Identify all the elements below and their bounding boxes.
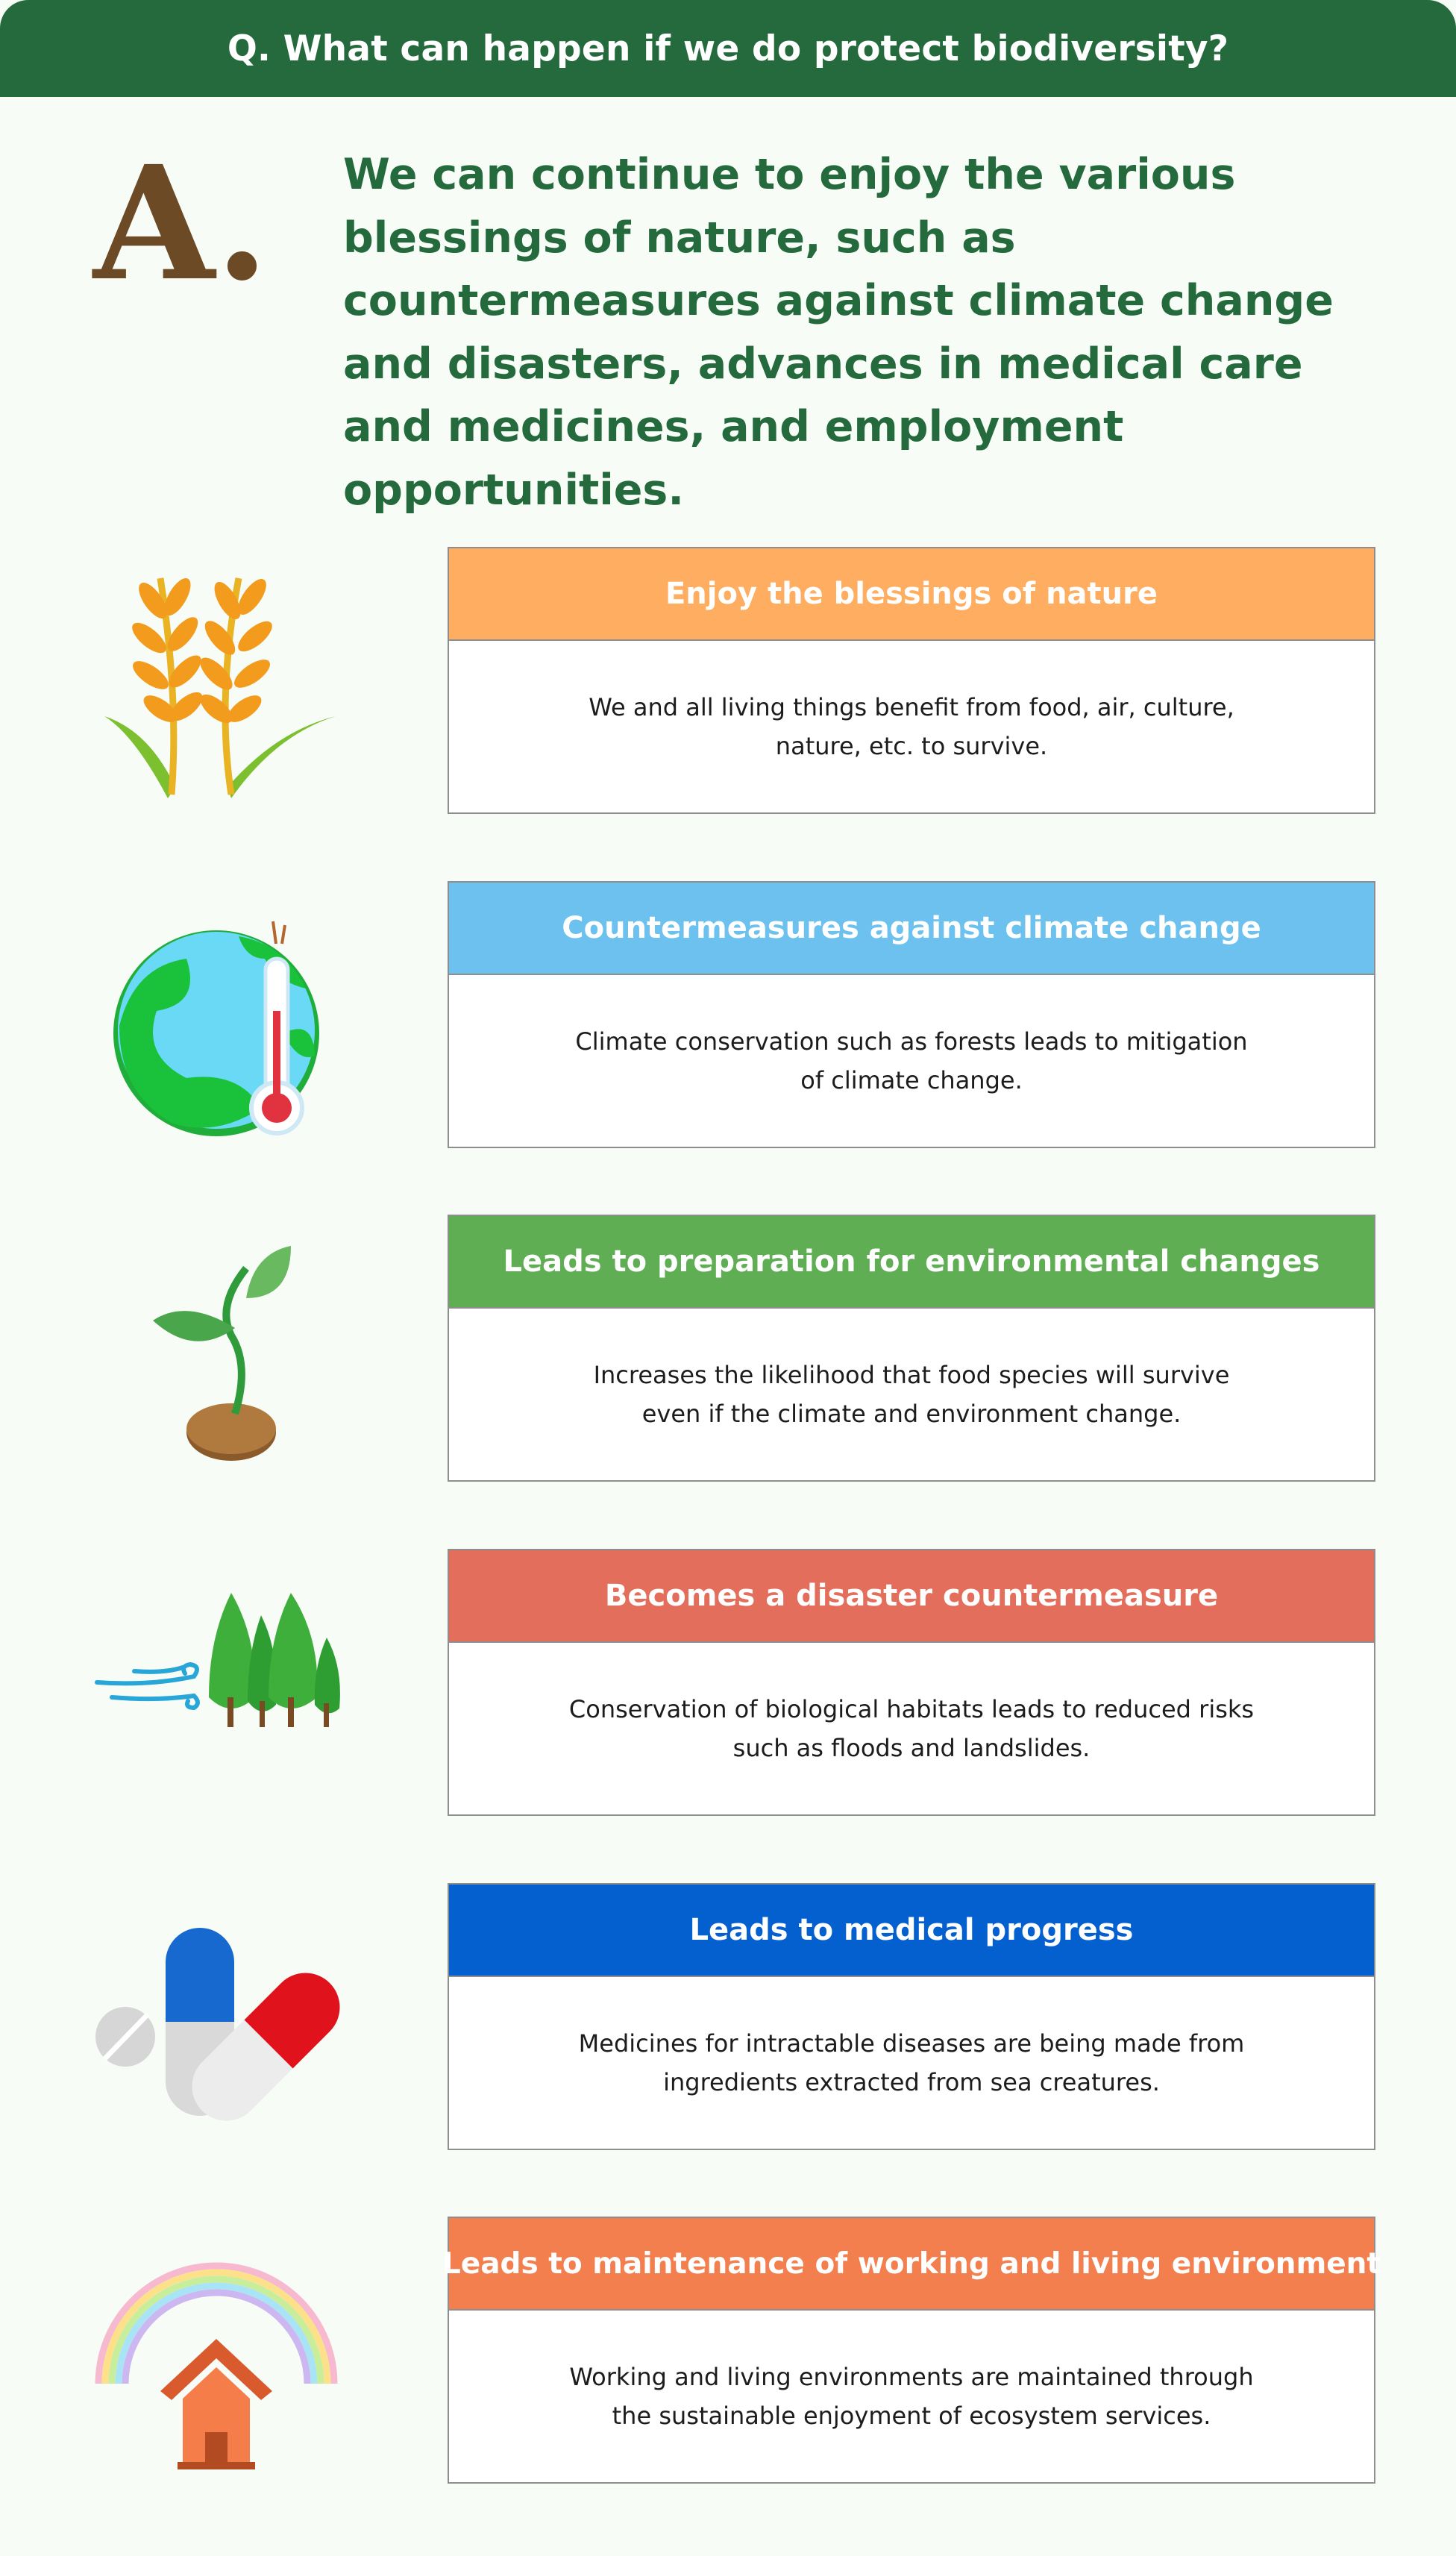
card-title: Enjoy the blessings of nature <box>449 548 1374 641</box>
card-body <box>449 2311 1374 2482</box>
rice-plant-icon <box>90 548 343 817</box>
card-title: Leads to medical progress <box>449 1885 1374 1977</box>
card-body-text: Climate conservation such as forests leads to mitigation of climate change. <box>575 1027 1248 1094</box>
card-body-text: We and all living things benefit from food, air, culture, nature, etc. to survive. <box>589 693 1234 760</box>
card-climate-change <box>448 881 1375 1148</box>
card-title: Becomes a disaster countermeasure <box>449 1550 1374 1643</box>
medicine-capsules-icon <box>90 1880 343 2149</box>
card-body <box>449 975 1374 1147</box>
card-body-text: Working and living environments are maintained through the sustainable enjoyment of ecosystem services. <box>569 2363 1254 2430</box>
card-body <box>449 641 1374 812</box>
card-medical-progress <box>448 1883 1375 2150</box>
card-working-living-environment <box>442 2217 1381 2484</box>
seedling-icon <box>90 1216 343 1485</box>
answer-text: We can continue to enjoy the various blessings of nature, such as countermeasures against climate change and disasters, advances in medical care and medicines, and employment opportunities. <box>343 150 1334 515</box>
card-title: Countermeasures against climate change <box>449 883 1374 975</box>
trees-wind-icon <box>90 1548 343 1817</box>
card-title: Leads to preparation for environmental changes <box>449 1216 1374 1309</box>
card-body-text: Medicines for intractable diseases are being made from ingredients extracted from sea creatures. <box>578 2029 1245 2096</box>
answer-letter: A. <box>93 131 270 316</box>
card-disaster-countermeasure <box>448 1549 1375 1816</box>
card-title: Leads to maintenance of working and living environment <box>449 2218 1374 2311</box>
card-environmental-changes <box>448 1215 1375 1482</box>
card-body <box>449 1977 1374 2149</box>
card-body <box>449 1309 1374 1480</box>
card-body-text: Conservation of biological habitats leads to reduced risks such as floods and landslides. <box>568 1695 1255 1762</box>
card-body <box>449 1643 1374 1814</box>
card-blessings-of-nature <box>448 547 1375 814</box>
question-header <box>0 0 1456 97</box>
card-body-text: Increases the likelihood that food species will survive even if the climate and environment change. <box>593 1361 1230 1428</box>
question-text: Q. What can happen if we do protect biodiversity? <box>227 28 1229 69</box>
house-rainbow-icon <box>90 2220 343 2488</box>
globe-thermometer-icon <box>90 884 343 1153</box>
